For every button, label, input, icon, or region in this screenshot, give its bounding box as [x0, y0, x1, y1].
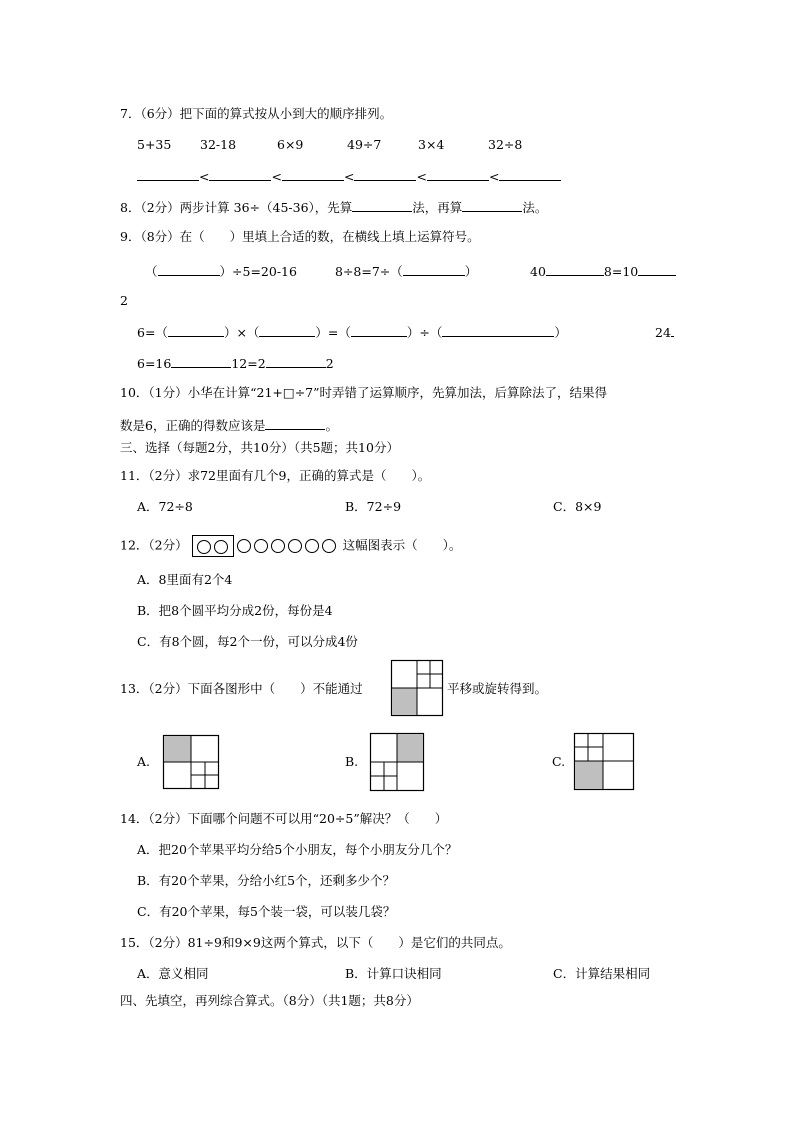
q9-text: 40 [530, 264, 546, 279]
q9-text: 24 [655, 325, 671, 340]
answer-blank[interactable] [158, 262, 220, 276]
q7-expr: 49÷7 [347, 137, 382, 152]
q9-text: 8=10 [603, 264, 639, 279]
less-than: < [416, 169, 427, 184]
circle-icon [305, 539, 319, 553]
answer-blank[interactable] [171, 354, 231, 368]
q7-order-row [137, 167, 561, 185]
answer-blank[interactable] [499, 167, 561, 181]
q10-line2 [120, 416, 338, 434]
circle-icon [288, 539, 302, 553]
q9-row3 [137, 323, 567, 341]
q15-option-b[interactable]: B．计算口诀相同 [345, 966, 442, 981]
q9-text: ）÷5=20-16 [219, 264, 297, 279]
less-than: < [199, 169, 210, 184]
q13-text-a: 13．（2分）下面各图形中（ ）不能通过 [120, 681, 363, 696]
q10-text: 。 [325, 418, 338, 433]
q8-line [120, 198, 547, 216]
q13-option-b-label[interactable]: B. [345, 754, 359, 769]
q11-option-c[interactable]: C．8×9 [553, 499, 602, 514]
q9-text: ） [554, 325, 567, 340]
answer-blank[interactable] [209, 167, 271, 181]
section-4-heading: 四、先填空，再列综合算式。（8分）（共1题；共8分） [120, 993, 419, 1008]
section-3-heading: 三、选择（每题2分，共10分）（共5题；共10分） [120, 440, 399, 455]
q15-title: 15．（2分）81÷9和9×9这两个算式，以下（ ）是它们的共同点。 [120, 935, 511, 950]
q7-expr: 3×4 [418, 137, 445, 152]
q12-option-c[interactable]: C．有8个圆，每2个一份，可以分成4份 [137, 634, 358, 649]
less-than: < [343, 169, 355, 184]
answer-blank[interactable] [403, 262, 465, 276]
q11-title: 11．（2分）求72里面有几个9，正确的算式是（ ）。 [120, 468, 431, 483]
q13-option-c-label[interactable]: C. [552, 754, 566, 769]
answer-blank[interactable] [638, 262, 676, 276]
q14-option-a[interactable]: A．把20个苹果平均分给5个小朋友，每个小朋友分几个？ [137, 842, 458, 857]
answer-blank[interactable] [168, 323, 224, 337]
q9-text: 6=16 [137, 356, 172, 371]
q9-row1-c [530, 262, 676, 280]
q9-row2: 2 [120, 293, 128, 308]
q11-option-b[interactable]: B．72÷9 [345, 499, 402, 514]
circle-icon [254, 539, 268, 553]
q12-text: 12．（2分） [120, 537, 188, 553]
answer-blank[interactable] [265, 416, 325, 430]
q12-text: 这幅图表示（ ）。 [342, 537, 462, 553]
q9-title: 9．（8分）在（ ）里填上合适的数，在横线上填上运算符号。 [120, 229, 480, 244]
circle-icon [322, 539, 336, 553]
q9-text: ） [464, 264, 478, 279]
circle-icon [237, 539, 251, 553]
q7-expr: 32-18 [200, 137, 237, 152]
q15-option-c[interactable]: C．计算结果相同 [553, 966, 651, 981]
q9-text: ）×（ [223, 325, 260, 340]
q10-line1: 10．（1分）小华在计算“21+□÷7”时弄错了运算顺序，先算加法，后算除法了，结果得 [120, 385, 608, 400]
answer-blank[interactable] [351, 323, 407, 337]
answer-blank[interactable] [354, 167, 416, 181]
q13-reference-figure [391, 660, 443, 716]
answer-blank[interactable] [546, 262, 604, 276]
q13-option-a-figure[interactable] [163, 735, 219, 789]
answer-blank[interactable] [427, 167, 489, 181]
answer-blank[interactable] [462, 198, 522, 212]
q9-row3-tail [655, 323, 674, 341]
q12-option-b[interactable]: B．把8个圆平均分成2份，每份是4 [137, 603, 333, 618]
q12-title [120, 535, 461, 557]
less-than: < [271, 169, 282, 184]
answer-blank[interactable] [137, 167, 199, 181]
answer-blank[interactable] [259, 323, 315, 337]
q8-text: 法，再算 [412, 200, 463, 215]
q7-expr: 6×9 [277, 137, 304, 152]
answer-blank[interactable] [266, 354, 326, 368]
q9-text: 2 [325, 356, 334, 371]
q9-text: 6=（ [137, 325, 168, 340]
q14-title: 14．（2分）下面哪个问题不可以用“20÷5”解决？（ ） [120, 811, 448, 826]
q8-text: 法。 [522, 200, 548, 215]
q13-option-a-label[interactable]: A. [137, 754, 151, 769]
answer-blank[interactable] [352, 198, 412, 212]
q7-expr: 5+35 [137, 137, 172, 152]
less-than: < [488, 169, 500, 184]
q9-text: ）=（ [315, 325, 351, 340]
q14-option-c[interactable]: C．有20个苹果，每5个装一袋，可以装几袋？ [137, 904, 396, 919]
q9-text: 8÷8=7÷（ [335, 264, 403, 279]
circle-icon [214, 540, 228, 554]
q8-text: 8．（2分）两步计算 36÷（45-36），先算 [120, 200, 353, 215]
q13-option-c-figure[interactable] [574, 733, 634, 790]
q9-row1-a [145, 262, 297, 280]
q7-title: 7．（6分）把下面的算式按从小到大的顺序排列。 [120, 106, 393, 121]
q9-text: ）÷（ [406, 325, 443, 340]
circle-icon [197, 540, 211, 554]
q7-expr: 32÷8 [488, 137, 523, 152]
q9-row4 [137, 354, 334, 372]
q9-text: 12=2 [231, 356, 266, 371]
q13-option-b-figure[interactable] [370, 733, 424, 791]
answer-blank[interactable] [282, 167, 344, 181]
q14-option-b[interactable]: B．有20个苹果，分给小红5个，还剩多少个？ [137, 873, 396, 888]
circle-icon [271, 539, 285, 553]
q13-text-b: 平移或旋转得到。 [447, 681, 548, 696]
q12-option-a[interactable]: A．8里面有2个4 [137, 572, 233, 587]
q9-row1-b [335, 262, 477, 280]
answer-blank[interactable] [671, 323, 674, 337]
circle-group-box [192, 535, 234, 557]
q15-option-a[interactable]: A．意义相同 [137, 966, 209, 981]
q9-text: （ [145, 264, 158, 279]
answer-blank[interactable] [442, 323, 554, 337]
q11-option-a[interactable]: A．72÷8 [137, 499, 193, 514]
q10-text: 数是6，正确的得数应该是 [120, 418, 266, 433]
